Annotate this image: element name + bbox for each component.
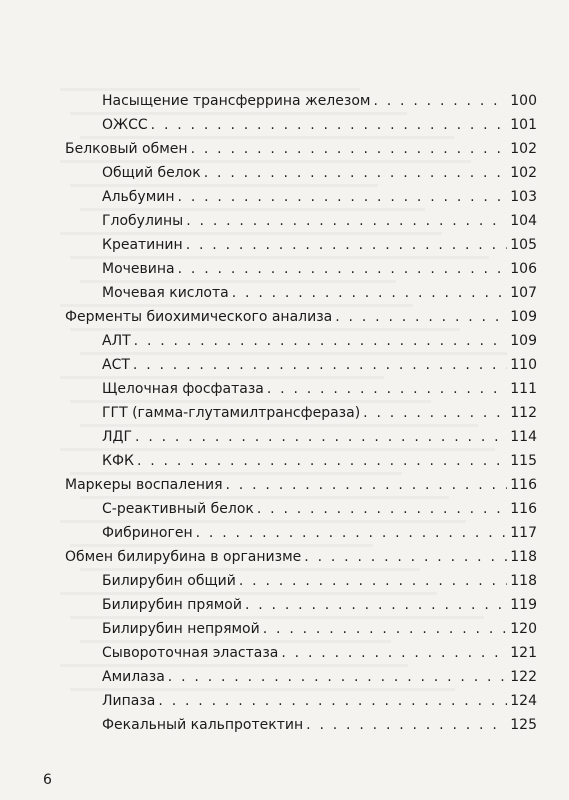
toc-dot-leader: [267, 380, 507, 398]
toc-subsection-title: С-реактивный белок: [102, 501, 254, 517]
toc-subsection-title: ОЖСС: [102, 117, 148, 133]
toc-entry: [65, 476, 537, 494]
toc-dot-leader: [363, 404, 507, 422]
toc-entry: [102, 260, 537, 278]
toc-dot-leader: [134, 332, 508, 350]
bleed-line: [80, 136, 454, 139]
bleed-line: [70, 472, 402, 475]
toc-dot-leader: [306, 716, 507, 734]
toc-subsection-title: АЛТ: [102, 333, 131, 349]
toc-entry: [102, 380, 537, 398]
toc-entry: [65, 548, 537, 566]
bleed-line: [60, 232, 442, 235]
toc-dot-leader: [373, 92, 507, 110]
toc-subsection-title: Щелочная фосфатаза: [102, 381, 264, 397]
toc-page-number: 114: [510, 429, 537, 445]
toc-page-number: 119: [510, 597, 537, 613]
toc-section-title: Маркеры воспаления: [65, 477, 223, 493]
bleed-line: [70, 544, 373, 547]
toc-dot-leader: [135, 428, 507, 446]
toc-entry: [102, 116, 537, 134]
toc-dot-leader: [158, 692, 507, 710]
toc-entry: [102, 428, 537, 446]
bleed-line: [80, 424, 478, 427]
toc-page-number: 116: [510, 477, 537, 493]
toc-page-number: 120: [510, 621, 537, 637]
toc-subsection-title: Липаза: [102, 693, 156, 709]
toc-subsection-title: Альбумин: [102, 189, 175, 205]
toc-dot-leader: [186, 236, 508, 254]
toc-subsection-title: Фекальный кальпротектин: [102, 717, 304, 733]
toc-dot-leader: [137, 452, 507, 470]
toc-dot-leader: [226, 476, 508, 494]
bleed-line: [80, 496, 449, 499]
toc-dot-leader: [191, 140, 508, 158]
toc-entry: [102, 356, 537, 374]
toc-entry: [102, 668, 537, 686]
toc-entry: [102, 500, 537, 518]
toc-entry: [102, 236, 537, 254]
toc-page-number: 106: [510, 261, 537, 277]
bleed-line: [60, 376, 384, 379]
toc-dot-leader: [263, 620, 508, 638]
bleed-line: [80, 208, 425, 211]
toc-entry: [102, 92, 537, 110]
bleed-line: [70, 400, 431, 403]
toc-page-number: 124: [510, 693, 537, 709]
toc-subsection-title: Мочевая кислота: [102, 285, 229, 301]
toc-page-number: 102: [510, 165, 537, 181]
toc-entry: [102, 692, 537, 710]
bleed-line: [80, 568, 420, 571]
toc-dot-leader: [245, 596, 507, 614]
toc-page-number: 110: [510, 357, 537, 373]
toc-entry: [102, 596, 537, 614]
toc-page-number: 102: [510, 141, 537, 157]
toc-subsection-title: Билирубин прямой: [102, 597, 242, 613]
toc-entry: [102, 164, 537, 182]
toc-entry: [102, 188, 537, 206]
toc-subsection-title: Фибриноген: [102, 525, 193, 541]
bleed-line: [80, 280, 396, 283]
toc-dot-leader: [304, 548, 507, 566]
toc-subsection-title: АСТ: [102, 357, 130, 373]
toc-entry: [102, 644, 537, 662]
toc-subsection-title: Общий белок: [102, 165, 201, 181]
toc-entry: [102, 452, 537, 470]
toc-section-title: Белковый обмен: [65, 141, 188, 157]
toc-dot-leader: [239, 572, 507, 590]
toc-page-number: 125: [510, 717, 537, 733]
bleed-line: [60, 448, 495, 451]
bleed-line: [60, 520, 466, 523]
toc-entry: [102, 284, 537, 302]
bleed-line: [80, 352, 507, 355]
toc-entry: [102, 524, 537, 542]
bleed-line: [70, 256, 489, 259]
toc-dot-leader: [257, 500, 507, 518]
bleed-line: [70, 328, 460, 331]
toc-section-title: Ферменты биохимического анализа: [65, 309, 333, 325]
toc-page-number: 104: [510, 213, 537, 229]
toc-page-number: 105: [510, 237, 537, 253]
toc-dot-leader: [232, 284, 508, 302]
bleed-line: [60, 160, 471, 163]
toc-entry: [102, 404, 537, 422]
toc-subsection-title: Амилаза: [102, 669, 165, 685]
toc-entry: [102, 716, 537, 734]
toc-subsection-title: Билирубин общий: [102, 573, 236, 589]
bleed-line: [60, 304, 413, 307]
toc-dot-leader: [168, 668, 507, 686]
toc-subsection-title: КФК: [102, 453, 134, 469]
bleed-line: [60, 88, 360, 91]
toc-dot-leader: [133, 356, 507, 374]
toc-subsection-title: Насыщение трансферрина железом: [102, 93, 371, 109]
toc-page-number: 118: [510, 549, 537, 565]
toc-page-number: 109: [510, 333, 537, 349]
bleed-line: [70, 688, 455, 691]
bleed-line: [70, 616, 484, 619]
toc-dot-leader: [151, 116, 508, 134]
toc-page-number: 122: [510, 669, 537, 685]
toc-subsection-title: Билирубин непрямой: [102, 621, 260, 637]
toc-entry: [102, 572, 537, 590]
toc-subsection-title: Креатинин: [102, 237, 183, 253]
toc-entry: [65, 140, 537, 158]
toc-page-number: 100: [510, 93, 537, 109]
toc-page-number: 116: [510, 501, 537, 517]
toc-dot-leader: [178, 260, 508, 278]
page-number: 6: [43, 772, 52, 788]
toc-page-number: 101: [510, 117, 537, 133]
bleed-line: [60, 592, 437, 595]
toc-subsection-title: Сывороточная эластаза: [102, 645, 279, 661]
toc-page-number: 115: [510, 453, 537, 469]
toc-dot-leader: [196, 524, 508, 542]
toc-page-number: 111: [510, 381, 537, 397]
toc-entry: [102, 332, 537, 350]
toc-page-number: 117: [510, 525, 537, 541]
bleed-line: [80, 640, 391, 643]
toc-page-number: 121: [510, 645, 537, 661]
bleed-line: [60, 664, 408, 667]
toc-page-number: 109: [510, 309, 537, 325]
bleed-line: [70, 184, 378, 187]
toc-page-number: 103: [510, 189, 537, 205]
toc-subsection-title: Мочевина: [102, 261, 175, 277]
toc-dot-leader: [186, 212, 507, 230]
toc-subsection-title: Глобулины: [102, 213, 184, 229]
toc-subsection-title: ЛДГ: [102, 429, 133, 445]
toc-section-title: Обмен билирубина в организме: [65, 549, 302, 565]
toc-page-number: 107: [510, 285, 537, 301]
toc-page-number: 112: [510, 405, 537, 421]
toc-subsection-title: ГГТ (гамма-глутамилтрансфераза): [102, 405, 361, 421]
toc-dot-leader: [335, 308, 507, 326]
toc-dot-leader: [281, 644, 507, 662]
toc-dot-leader: [178, 188, 508, 206]
toc-page-number: 118: [510, 573, 537, 589]
toc-entry: [102, 620, 537, 638]
toc-entry: [102, 212, 537, 230]
toc-dot-leader: [204, 164, 508, 182]
bleed-line: [70, 112, 407, 115]
toc-entry: [65, 308, 537, 326]
